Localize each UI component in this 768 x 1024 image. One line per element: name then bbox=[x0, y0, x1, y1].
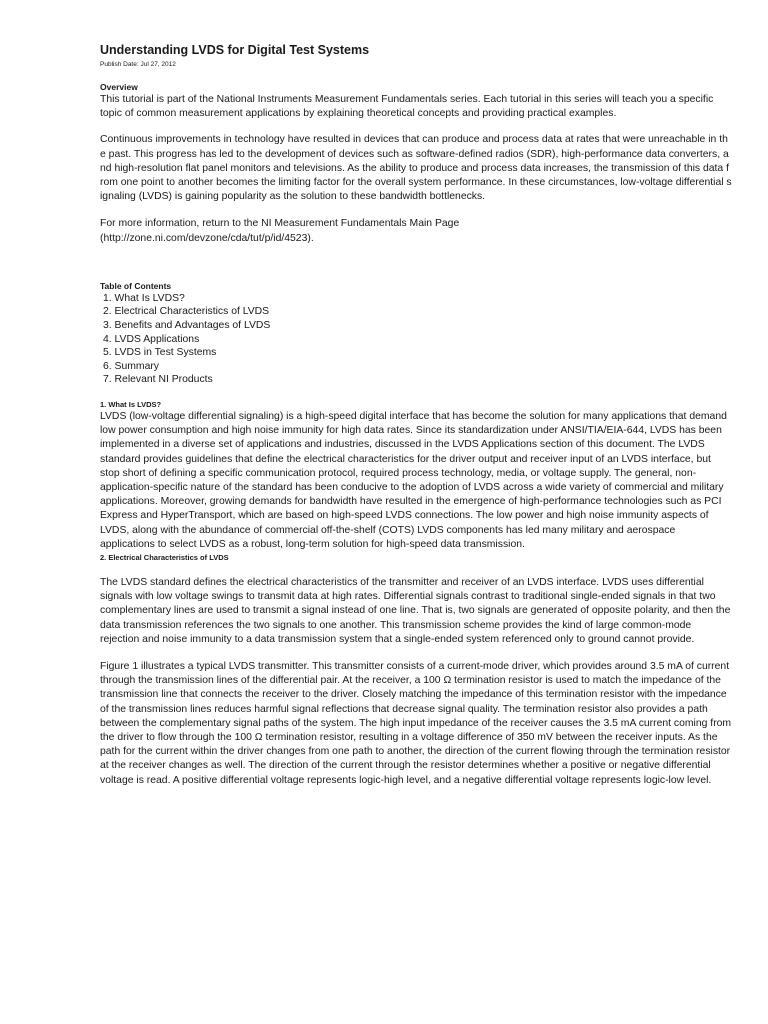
section-2-heading: 2. Electrical Characteristics of LVDS bbox=[100, 553, 229, 563]
toc-item-summary[interactable]: 6. Summary bbox=[103, 360, 160, 372]
section-1-heading: 1. What Is LVDS? bbox=[100, 399, 162, 409]
toc-item-relevant-products[interactable]: 7. Relevant NI Products bbox=[103, 374, 213, 386]
toc-heading: Table of Contents bbox=[100, 280, 172, 291]
toc-item-what-is-lvds[interactable]: 1. What Is LVDS? bbox=[103, 292, 185, 304]
table-of-contents bbox=[100, 292, 732, 387]
toc-item-test-systems[interactable]: 5. LVDS in Test Systems bbox=[103, 347, 217, 359]
section-2-paragraph-1: The LVDS standard defines the electrical characteristics of the transmitter and receiver of an LVDS interface. LVDS uses differential signals with low voltage swings to transmit data at high rates. Differential signals contrast to traditional single-ended signals in that two complementary lines are used to transmit a signal instead of one line. That is, two signals are generated of opposite polarity, and then the data transmission references the two signals to one another. This transmission scheme provides the kind of large common-mode rejection and noise immunity to a data transmission system that a single-ended system referenced only to ground cannot provide. bbox=[100, 577, 731, 645]
main-page-link-text[interactable]: For more information, return to the NI Measurement Fundamentals Main Page bbox=[100, 218, 460, 230]
main-page-url[interactable]: (http://zone.ni.com/devzone/cda/tut/p/id/4523). bbox=[100, 232, 314, 244]
document-page bbox=[100, 42, 732, 788]
toc-item-benefits[interactable]: 3. Benefits and Advantages of LVDS bbox=[103, 320, 271, 332]
document-title: Understanding LVDS for Digital Test Systems bbox=[100, 43, 370, 57]
toc-item-applications[interactable]: 4. LVDS Applications bbox=[103, 333, 200, 345]
toc-item-electrical-characteristics[interactable]: 2. Electrical Characteristics of LVDS bbox=[103, 306, 270, 318]
publish-date: Publish Date: Jul 27, 2012 bbox=[100, 61, 176, 68]
overview-paragraph-1: This tutorial is part of the National Instruments Measurement Fundamentals series. Each tutorial in this series will teach you a specific topic of common measurement applications by explaining theoretical concepts and providing practical examples. bbox=[100, 94, 714, 120]
overview-paragraph-2: Continuous improvements in technology have resulted in devices that can produce and process data at rates that were unreachable in the past. This progress has led to the development of devices such as software-defined radios (SDR), high-performance data converters, and high-resolution flat panel monitors and televisions. As the ability to produce and process data increases, the transmission of this data from one point to another becomes the limiting factor for the overall system performance. In these circumstances, low-voltage differential signaling (LVDS) is gaining popularity as the solution to these bandwidth bottlenecks. bbox=[100, 134, 732, 203]
section-2-paragraph-2: Figure 1 illustrates a typical LVDS transmitter. This transmitter consists of a current-mode driver, which provides around 3.5 mA of current through the transmission lines of the differential pair. At the receiver, a 100 Ω termination resistor is used to match the impedance of the transmission line that connects the receiver to the driver. Closely matching the impedance of this termination resistor with the impedance of the transmission lines reduces harmful signal reflections that decrease signal quality. The termination resistor also provides a path between the complementary signal paths of the system. The high input impedance of the receiver causes the 3.5 mA current coming from the driver to flow through the 100 Ω termination resistor, resulting in a voltage difference of 350 mV between the receiver inputs. As the path for the current within the driver changes from one path to another, the direction of the current flowing through the termination resistor at the receiver changes as well. The direction of the current through the resistor determines whether a positive or negative differential voltage is read. A positive differential voltage represents logic-high level, and a negative differential voltage represents logic-low level. bbox=[100, 661, 732, 786]
section-1-body: LVDS (low-voltage differential signaling) is a high-speed digital interface that has become the solution for many applications that demand low power consumption and high noise immunity for high data rates. Since its standardization under ANSI/TIA/EIA-644, LVDS has been implemented in a diverse set of applications and industries, discussed in the LVDS Applications section of this document. The LVDS standard provides guidelines that define the electrical characteristics for the driver output and receiver input of an LVDS interface, but stop short of defining a specific communication protocol, required process technology, media, or voltage supply. The general, non-application-specific nature of the standard has been conducive to the adoption of LVDS across a wide variety of commercial and military applications. Moreover, growing demands for bandwidth have resulted in the emergence of high-performance technologies such as PCI Express and HyperTransport, which are based on high-speed LVDS connections. The low power and high noise immunity aspects of LVDS, along with the abundance of commercial off-the-shelf (COTS) LVDS components has led many military and aerospace applications to select LVDS as a robust, long-term solution for high-speed data transmission. bbox=[100, 410, 727, 550]
overview-heading: Overview bbox=[100, 82, 138, 92]
overview-paragraph-3 bbox=[100, 217, 732, 245]
